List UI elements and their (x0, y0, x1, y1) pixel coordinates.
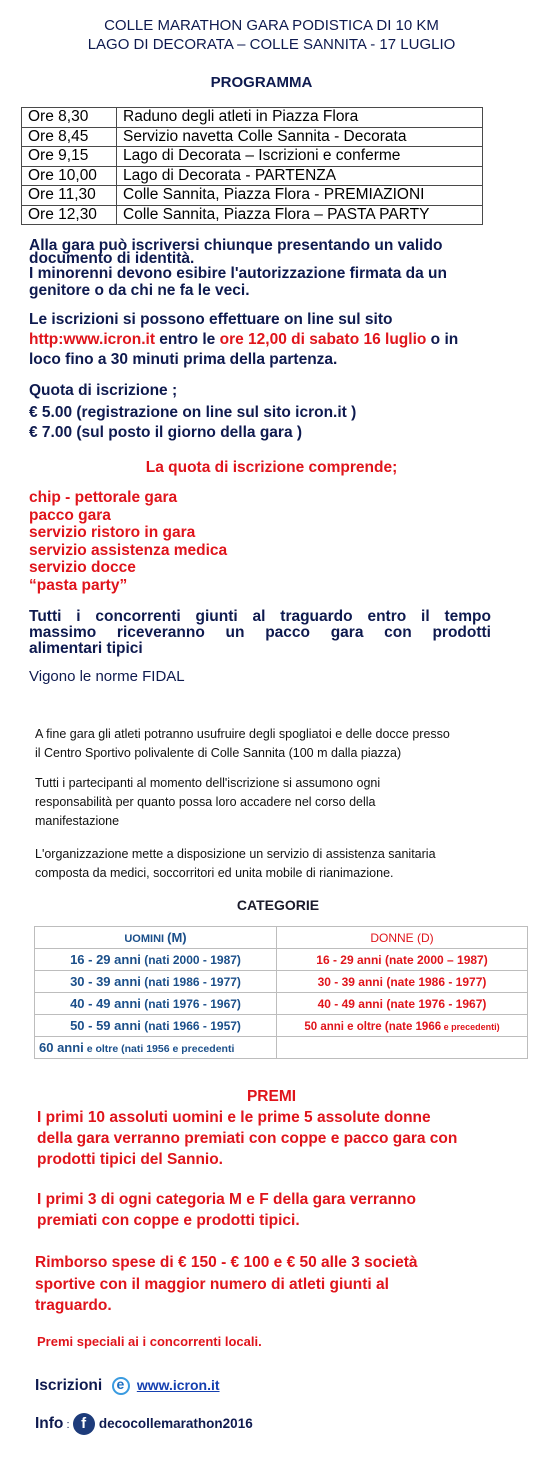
categoria-uomini: 30 - 39 anni (nati 1986 - 1977) (35, 971, 277, 993)
categoria-uomini: 16 - 29 anni (nati 2000 - 1987) (35, 949, 277, 971)
categorie-table (34, 926, 528, 1059)
concorrenti-line: Tutti i concorrenti giunti al traguardo entro il tempo (29, 608, 491, 625)
programma-row (22, 166, 483, 186)
iscrizione-line: Alla gara può iscriversi chiunque presentando un valido (29, 237, 443, 254)
programma-desc: Servizio navetta Colle Sannita - Decorata (117, 127, 483, 147)
premi-line: della gara verranno premiati con coppe e pacco gara con (37, 1130, 458, 1147)
premi-assoluti (37, 1107, 507, 1170)
concorrenti-paragraph (29, 609, 491, 657)
premi-line: traguardo. (35, 1297, 112, 1314)
categoria-row (35, 1015, 528, 1037)
premi-line: Rimborso spese di € 150 - € 100 e € 50 alle 3 società (35, 1254, 418, 1271)
small-line: L'organizzazione mette a disposizione un servizio di assistenza sanitaria (35, 847, 436, 861)
comprende-list (29, 489, 499, 595)
categoria-donne (277, 1037, 528, 1059)
programma-time: Ore 8,45 (22, 127, 117, 147)
programma-title: PROGRAMMA (210, 74, 313, 91)
norme-fidal: Vigono le norme FIDAL (29, 668, 185, 685)
premi-title: PREMI (246, 1088, 297, 1105)
minorenni-line: I minorenni devono esibire l'autorizzazione firmata da un (29, 265, 447, 282)
comprende-item: servizio ristoro in gara (29, 524, 196, 542)
online-line-2: http:www.icron.it entro le ore 12,00 di sabato 16 luglio o in (29, 331, 459, 348)
uomini-header: UOMINI (M) (35, 927, 277, 949)
categoria-row (35, 993, 528, 1015)
small-line: il Centro Sportivo polivalente di Colle Sannita (100 m dalla piazza) (35, 746, 402, 760)
concorrenti-line: alimentari tipici (29, 640, 143, 657)
programma-time: Ore 11,30 (22, 186, 117, 206)
programma-time: Ore 9,15 (22, 147, 117, 167)
icron-website-link[interactable]: www.icron.it (136, 1377, 220, 1394)
categoria-donne: 50 anni e oltre (nate 1966 e precedenti) (277, 1015, 528, 1037)
categoria-row (35, 971, 528, 993)
comprende-item: servizio docce (29, 559, 136, 577)
facebook-icon: f (73, 1413, 95, 1435)
deadline-text: ore 12,00 di sabato 16 luglio (219, 331, 427, 348)
online-line: loco fino a 30 minuti prima della partenza. (29, 351, 338, 368)
online-paragraph (29, 310, 499, 370)
programma-desc: Colle Sannita, Piazza Flora – PASTA PARTY (117, 205, 483, 225)
info-label: Info (35, 1415, 64, 1433)
comprende-item: chip - pettorale gara (29, 489, 178, 506)
categorie-title: CATEGORIE (236, 897, 320, 913)
categoria-row (35, 949, 528, 971)
quota-block (29, 381, 499, 443)
premi-line: sportive con il maggior numero di atleti giunti al (35, 1275, 389, 1293)
premi-line: prodotti tipici del Sannio. (37, 1151, 223, 1168)
quota-posto: € 7.00 (sul posto il giorno della gara ) (29, 424, 303, 441)
premi-line: premiati con coppe e prodotti tipici. (37, 1212, 300, 1229)
premi-line: I primi 10 assoluti uomini e le prime 5 assolute donne (37, 1109, 431, 1126)
programma-desc: Colle Sannita, Piazza Flora - PREMIAZIONI (117, 186, 483, 206)
small-line: A fine gara gli atleti potranno usufruire degli spogliatoi e delle docce presso (35, 727, 450, 741)
categoria-donne: 40 - 49 anni (nate 1976 - 1967) (277, 993, 528, 1015)
categoria-uomini: 60 anni e oltre (nati 1956 e precedenti (35, 1037, 277, 1059)
categoria-row (35, 1037, 528, 1059)
categoria-donne: 16 - 29 anni (nate 2000 – 1987) (277, 949, 528, 971)
programma-desc: Lago di Decorata – Iscrizioni e conferme (117, 147, 483, 167)
facebook-page-link[interactable]: decocollemarathon2016 (98, 1416, 253, 1432)
programma-time: Ore 10,00 (22, 166, 117, 186)
concorrenti-line: massimo riceveranno un pacco gara con prodotti (29, 624, 491, 641)
programma-row (22, 186, 483, 206)
online-line: Le iscrizioni si possono effettuare on line sul sito (29, 311, 393, 328)
rimborso-spese (35, 1252, 505, 1317)
assistenza-paragraph (35, 845, 505, 883)
categoria-donne: 30 - 39 anni (nate 1986 - 1977) (277, 971, 528, 993)
premi-speciali: Premi speciali ai i concorrenti locali. (37, 1334, 262, 1349)
programma-table (21, 107, 483, 225)
programma-desc: Raduno degli atleti in Piazza Flora (117, 108, 483, 128)
comprende-item: pacco gara (29, 506, 111, 524)
internet-explorer-icon (112, 1377, 130, 1395)
premi-categoria (37, 1189, 507, 1231)
iscrizioni-row (35, 1377, 220, 1395)
small-line: composta da medici, soccorritori ed unita mobile di rianimazione. (35, 866, 394, 880)
programma-row (22, 147, 483, 167)
small-line: Tutti i partecipanti al momento dell'iscrizione si assumono ogni (35, 776, 381, 790)
header-line-2: LAGO DI DECORATA – COLLE SANNITA - 17 LUGLIO (87, 36, 456, 53)
programma-row (22, 108, 483, 128)
programma-row (22, 205, 483, 225)
comprende-title: La quota di iscrizione comprende; (145, 459, 398, 476)
responsabilita-paragraph (35, 774, 505, 831)
programma-desc: Lago di Decorata - PARTENZA (117, 166, 483, 186)
icron-link[interactable]: http:www.icron.it (29, 331, 155, 348)
comprende-item: “pasta party” (29, 576, 128, 594)
premi-line: I primi 3 di ogni categoria M e F della gara verranno (37, 1191, 416, 1208)
donne-header: DONNE (D) (277, 927, 528, 949)
programma-time: Ore 12,30 (22, 205, 117, 225)
iscrizione-line: documento di identità. (29, 250, 195, 267)
minorenni-line: genitore o da chi ne fa le veci. (29, 282, 250, 299)
comprende-item: servizio assistenza medica (29, 541, 228, 559)
programma-time: Ore 8,30 (22, 108, 117, 128)
programma-row (22, 127, 483, 147)
quota-title: Quota di iscrizione ; (29, 382, 178, 399)
info-row: Info : f decocollemarathon2016 (35, 1413, 253, 1435)
small-line: responsabilità per quanto possa loro accadere nel corso della (35, 795, 376, 809)
categoria-uomini: 50 - 59 anni (nati 1966 - 1957) (35, 1015, 277, 1037)
quota-online: € 5.00 (registrazione on line sul sito icron.it ) (29, 404, 357, 421)
iscrizioni-label: Iscrizioni (35, 1377, 103, 1395)
iscrizione-paragraph (29, 238, 499, 298)
header-line-1: COLLE MARATHON GARA PODISTICA DI 10 KM (104, 17, 439, 34)
categoria-uomini: 40 - 49 anni (nati 1976 - 1967) (35, 993, 277, 1015)
spogliatoi-paragraph (35, 725, 505, 763)
categorie-header-row (35, 927, 528, 949)
small-line: manifestazione (35, 814, 120, 828)
